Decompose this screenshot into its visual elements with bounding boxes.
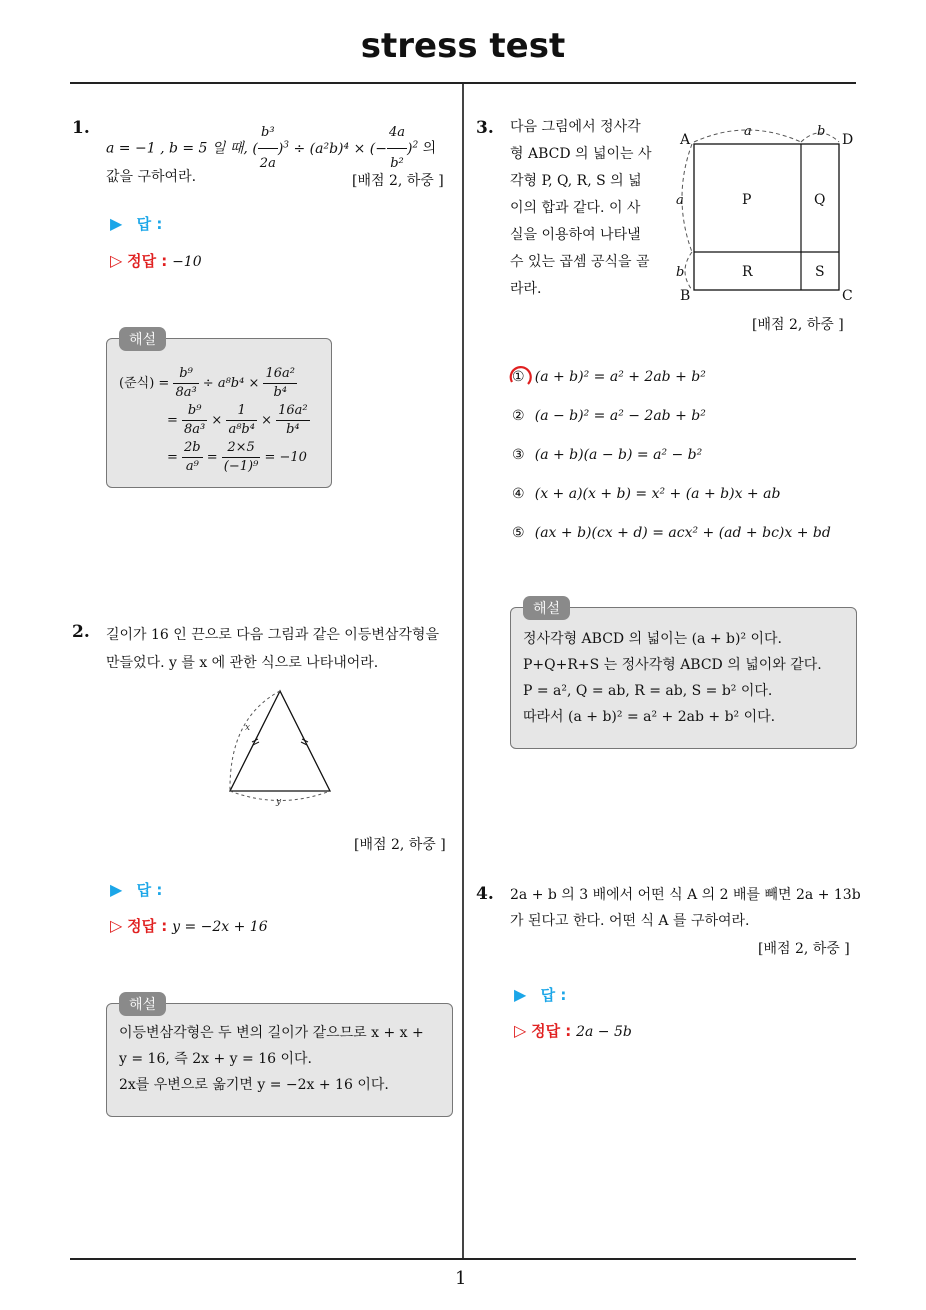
choice-text: (x + a)(x + b) = x² + (a + b)x + ab xyxy=(534,486,781,502)
isosceles-triangle-figure xyxy=(225,688,335,808)
correct-arrow-icon: ▷ xyxy=(110,251,123,270)
question-2-score: [배점 2, 하중 ] xyxy=(354,837,446,853)
question-2-number: 2. xyxy=(72,622,90,642)
choice-4[interactable] xyxy=(512,483,831,522)
vertex-b-label: B xyxy=(680,288,691,304)
question-1-number: 1. xyxy=(72,118,90,138)
explanation-tag: 해설 xyxy=(119,327,166,351)
region-q-label: Q xyxy=(814,192,826,208)
question-4-correct-row xyxy=(514,1020,632,1041)
explanation-tag: 해설 xyxy=(119,992,166,1016)
q3-text-line: 수 있는 곱셈 공식을 골 xyxy=(510,254,650,270)
q3-text-line: 라라. xyxy=(510,281,542,297)
q2-expl-line: y = 16, 즉 2x + y = 16 이다. xyxy=(119,1051,312,1067)
correct-arrow-icon: ▷ xyxy=(110,916,123,935)
choice-text: (ax + b)(cx + d) = acx² + (ad + bc)x + bd xyxy=(534,525,831,541)
question-3-explanation-box xyxy=(510,601,857,749)
question-4-answer-row xyxy=(514,984,566,1005)
q1-condition: a = −1 , b = 5 일 때, xyxy=(106,140,248,157)
region-r-label: R xyxy=(742,264,753,280)
question-4-correct-answer: 2a − 5b xyxy=(576,1024,632,1040)
answer-label: 답 : xyxy=(136,881,163,899)
question-1-score: [배점 2, 하중 ] xyxy=(352,173,444,189)
selected-circle-mark-icon xyxy=(506,360,536,390)
question-1-answer-row xyxy=(110,213,162,234)
choice-2[interactable] xyxy=(512,405,831,444)
q3-expl-line: P+Q+R+S 는 정사각형 ABCD 의 넓이와 같다. xyxy=(523,657,822,673)
question-1-explanation-box xyxy=(106,332,332,488)
left-b-label: b xyxy=(676,265,685,280)
question-2-line-1: 길이가 16 인 끈으로 다음 그림과 같은 이등변삼각형을 xyxy=(106,627,439,643)
choice-text: (a − b)² = a² − 2ab + b² xyxy=(534,408,706,424)
question-3-text xyxy=(510,114,652,303)
choice-number: ⑤ xyxy=(512,525,525,541)
question-3-number: 3. xyxy=(476,118,494,138)
top-b-label: b xyxy=(817,124,826,139)
choice-3[interactable] xyxy=(512,444,831,483)
answer-arrow-icon: ▶ xyxy=(110,214,123,233)
question-4-number: 4. xyxy=(476,884,494,904)
answer-label: 답 : xyxy=(540,986,567,1004)
q3-expl-line: 정사각형 ABCD 의 넓이는 (a + b)² 이다. xyxy=(523,631,783,647)
question-1-correct-row xyxy=(110,250,202,271)
q3-text-line: 각형 P, Q, R, S 의 넓 xyxy=(510,173,642,189)
q2-expl-line: 2x를 우변으로 옮기면 y = −2x + 16 이다. xyxy=(119,1077,389,1093)
explanation-tag: 해설 xyxy=(523,596,570,620)
question-4-line-2: 가 된다고 한다. 어떤 식 A 를 구하여라. xyxy=(510,913,750,929)
vertex-d-label: D xyxy=(842,132,854,148)
q1-line-1-tail: 의 xyxy=(422,140,437,157)
q3-text-line: 이의 합과 같다. 이 사 xyxy=(510,200,641,216)
choice-number: ④ xyxy=(512,486,525,502)
question-2-correct-answer: y = −2x + 16 xyxy=(172,919,268,935)
question-1-explanation-math: (준식) = $\frac{\text{b⁹}}{\text{8a³}}$ ÷ a⁸b⁴ × $\frac{\text{16a²}}{\text{b⁴}}$ = $\frac{\text{b⁹}}{\text{8a³}}$ × $\frac{1}{\text{a⁸b⁴}}$ × $\frac{\text{16a²}}{\text{b⁴}}$ = $\frac{2b}{\text{a⁹}}$ = $\frac{2\times 5}{\text{(−1)⁹}}$ = −10 xyxy=(119,366,308,474)
vertex-c-label: C xyxy=(842,288,853,304)
question-4-score: [배점 2, 하중 ] xyxy=(758,941,850,957)
choice-5[interactable] xyxy=(512,522,831,561)
question-1-correct-answer: −10 xyxy=(172,254,202,270)
question-3-choices xyxy=(512,366,831,561)
top-a-label: a xyxy=(744,124,752,139)
q1-expl-result: = −10 xyxy=(264,450,307,465)
correct-arrow-icon: ▷ xyxy=(514,1021,527,1040)
correct-label: 정답 : xyxy=(127,252,168,270)
question-3-score: [배점 2, 하중 ] xyxy=(752,317,844,333)
choice-number: ③ xyxy=(512,447,525,463)
q1-expression: ( $\frac{\text{b³}}{2a}$ )$^3$ ÷ (a²b)⁴ × (− $\frac{4a}{\text{b²}}$ )$^2$ xyxy=(252,141,422,157)
q3-text-line: 다음 그림에서 정사각 xyxy=(510,119,641,135)
q1-expl-label: (준식) = xyxy=(119,376,170,391)
correct-label: 정답 : xyxy=(127,917,168,935)
choice-text: (a + b)(a − b) = a² − b² xyxy=(534,447,703,463)
question-2-correct-row xyxy=(110,915,268,936)
vertex-a-label: A xyxy=(680,132,691,148)
footer-rule xyxy=(70,1258,856,1260)
answer-label: 답 : xyxy=(136,215,163,233)
column-divider xyxy=(462,84,464,1260)
question-2-answer-row xyxy=(110,879,162,900)
correct-label: 정답 : xyxy=(531,1022,572,1040)
question-1-line-2: 값을 구하여라. xyxy=(106,169,197,185)
region-p-label: P xyxy=(742,192,752,208)
choice-1[interactable] xyxy=(512,366,831,405)
question-4-line-1: 2a + b 의 3 배에서 어떤 식 A 의 2 배를 빼면 2a + 13b xyxy=(510,887,861,903)
choice-number: ② xyxy=(512,408,525,424)
fig-y-label: y xyxy=(276,797,282,807)
page-number: 1 xyxy=(455,1268,467,1289)
fig-x-label: x xyxy=(245,723,251,733)
page-title: stress test xyxy=(360,26,566,66)
question-2-explanation-text xyxy=(119,1020,424,1098)
q3-text-line: 형 ABCD 의 넓이는 사 xyxy=(510,146,652,162)
question-2-line-2: 만들었다. y 를 x 에 관한 식으로 나타내어라. xyxy=(106,655,379,671)
q3-expl-line: P = a², Q = ab, R = ab, S = b² 이다. xyxy=(523,683,773,699)
left-a-label: a xyxy=(676,193,684,208)
q3-expl-line: 따라서 (a + b)² = a² + 2ab + b² 이다. xyxy=(523,709,776,725)
question-2-explanation-box xyxy=(106,997,453,1117)
choice-text: (a + b)² = a² + 2ab + b² xyxy=(534,369,706,385)
answer-arrow-icon: ▶ xyxy=(110,880,123,899)
square-abcd-figure xyxy=(670,122,860,304)
q2-expl-line: 이등변삼각형은 두 변의 길이가 같으므로 x + x + xyxy=(119,1025,424,1041)
choice-number: ① xyxy=(512,369,525,385)
answer-arrow-icon: ▶ xyxy=(514,985,527,1004)
question-3-explanation-text xyxy=(523,626,822,730)
q3-text-line: 실을 이용하여 나타낼 xyxy=(510,227,641,243)
region-s-label: S xyxy=(815,264,825,280)
